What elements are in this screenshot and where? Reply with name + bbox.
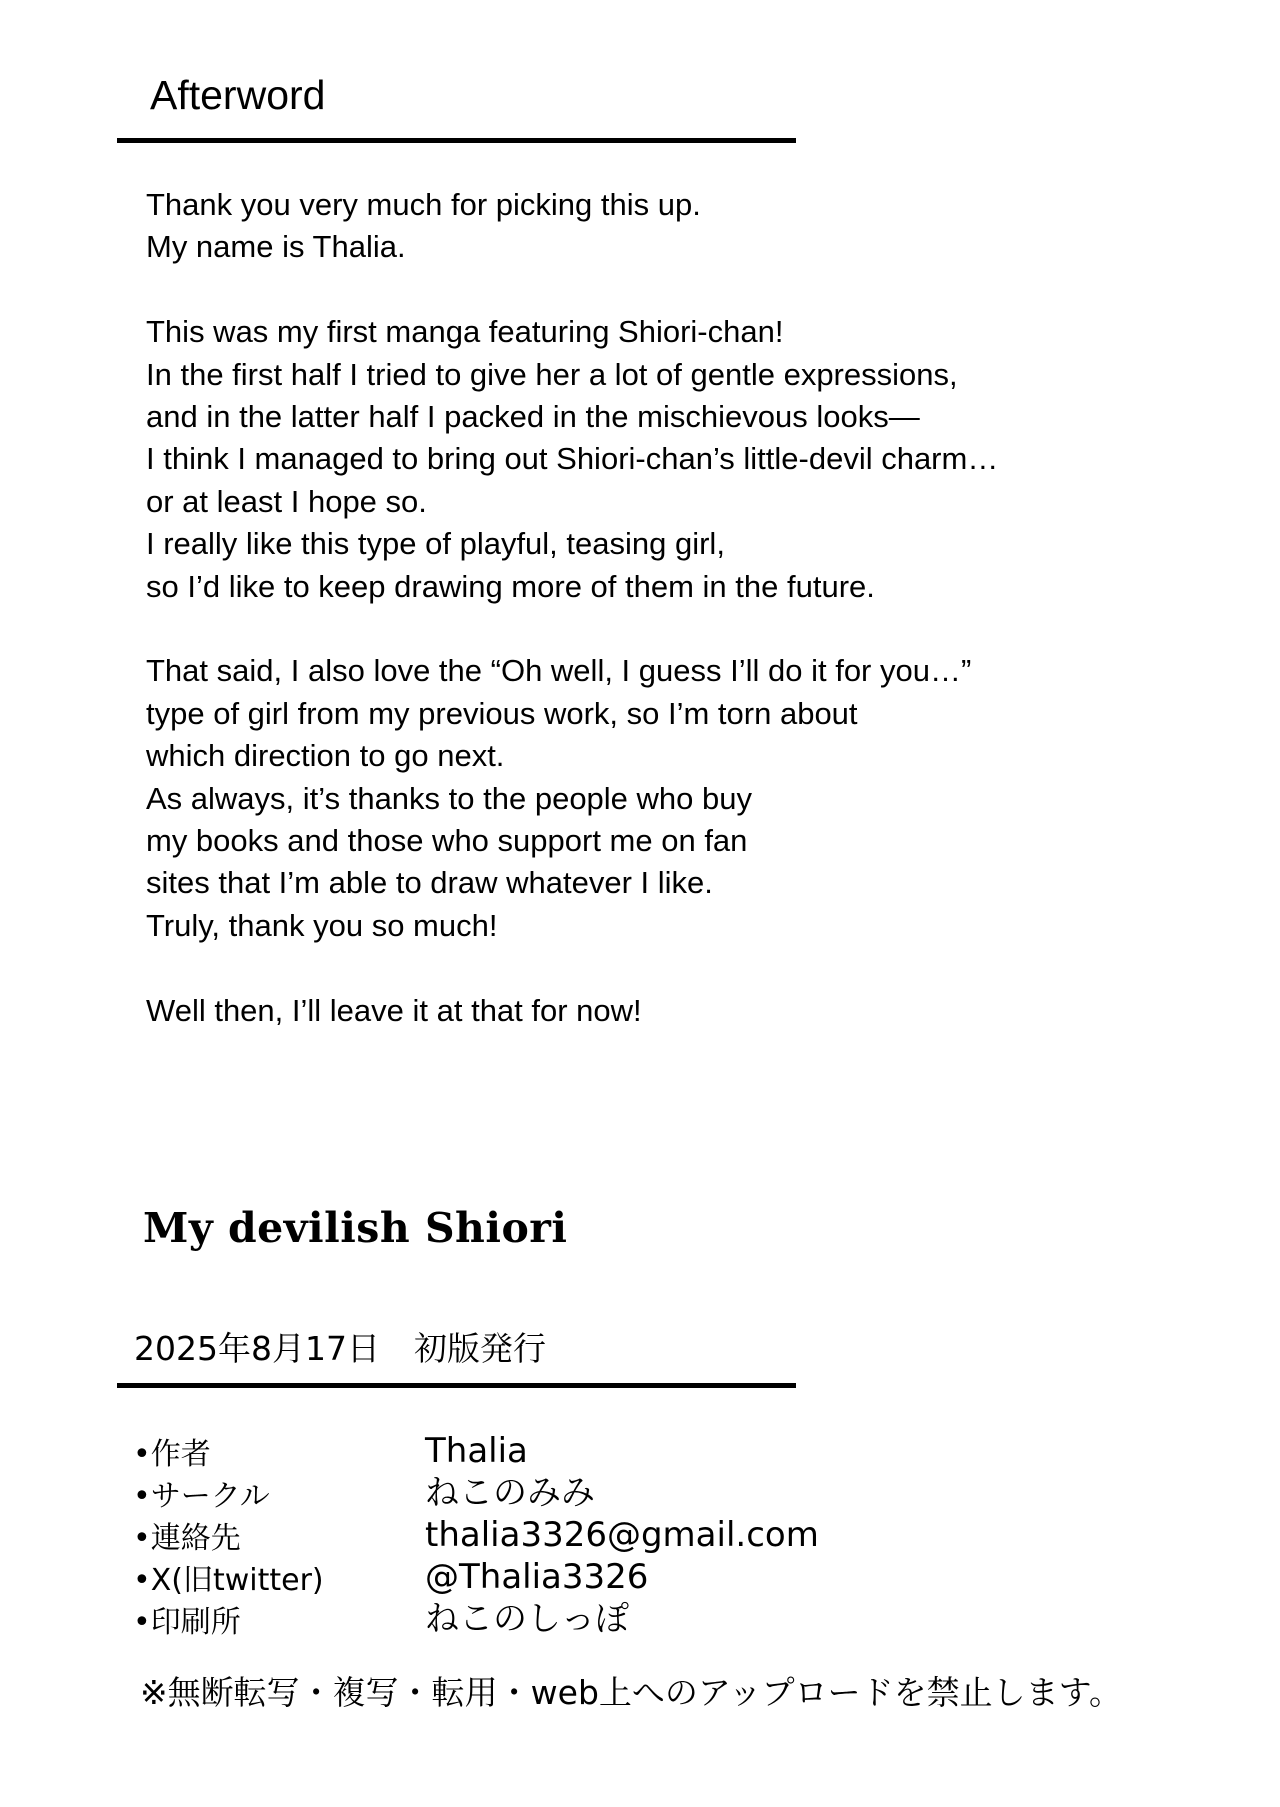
credit-label: •連絡先 [133,1521,241,1556]
text-line: Well then, I’ll leave it at that for now! [146,992,642,1028]
credit-row-contact [133,1515,1033,1560]
credit-row-circle [133,1473,1033,1518]
paragraph [146,650,1146,947]
credit-label: •作者 [133,1437,211,1472]
credit-value: ねこのしっぽ [425,1599,629,1639]
text-line: and in the latter half I packed in the mischievous looks— [146,399,920,435]
credit-value: @Thalia3326 [425,1557,649,1597]
credit-label: •印刷所 [133,1605,241,1640]
text-line: My name is Thalia. [146,229,406,265]
credits-list [133,1431,1033,1644]
credit-label: •X(旧twitter) [133,1563,324,1598]
credit-label: •サークル [133,1479,270,1514]
text-line: so I’d like to keep drawing more of them in the future. [146,568,875,604]
text-line: That said, I also love the “Oh well, I guess I’ll do it for you…” [146,653,972,689]
text-line: Thank you very much for picking this up. [146,187,701,222]
text-line: I think I managed to bring out Shiori-chan’s little-devil charm… [146,441,999,477]
text-line: type of girl from my previous work, so I’m torn about [146,695,858,731]
paragraph [146,184,1146,269]
text-line: In the first half I tried to give her a lot of gentle expressions, [146,356,958,392]
afterword-heading: Afterword [150,72,326,118]
text-line: sites that I’m able to draw whatever I like. [146,865,713,901]
credit-value: thalia3326@gmail.com [425,1515,819,1555]
paragraph [146,990,1146,1032]
text-line: which direction to go next. [146,738,505,774]
edition-label: 初版発行 [413,1329,546,1368]
text-line: or at least I hope so. [146,483,427,519]
credit-row-author [133,1431,1033,1476]
text-line: As always, it’s thanks to the people who buy [146,780,752,816]
paragraph [146,311,1146,608]
text-line: Truly, thank you so much! [146,907,498,943]
afterword-body [146,184,1146,1032]
colophon-rule [117,1383,796,1388]
publication-date-line [134,1328,546,1370]
credit-row-printer [133,1599,1033,1644]
credit-value: ねこのみみ [425,1473,595,1513]
text-line: my books and those who support me on fan [146,823,748,859]
text-line: This was my first manga featuring Shiori-chan! [146,314,784,350]
book-title: My devilish Shiori [143,1204,568,1252]
publication-date: 2025年8月17日 [134,1329,380,1368]
text-line: I really like this type of playful, teasing girl, [146,526,725,562]
copyright-notice: ※無断転写・複写・転用・web上へのアップロードを禁止します。 [140,1673,1122,1712]
credit-row-x [133,1557,1033,1602]
afterword-rule [117,138,796,143]
credit-value: Thalia [425,1431,528,1471]
